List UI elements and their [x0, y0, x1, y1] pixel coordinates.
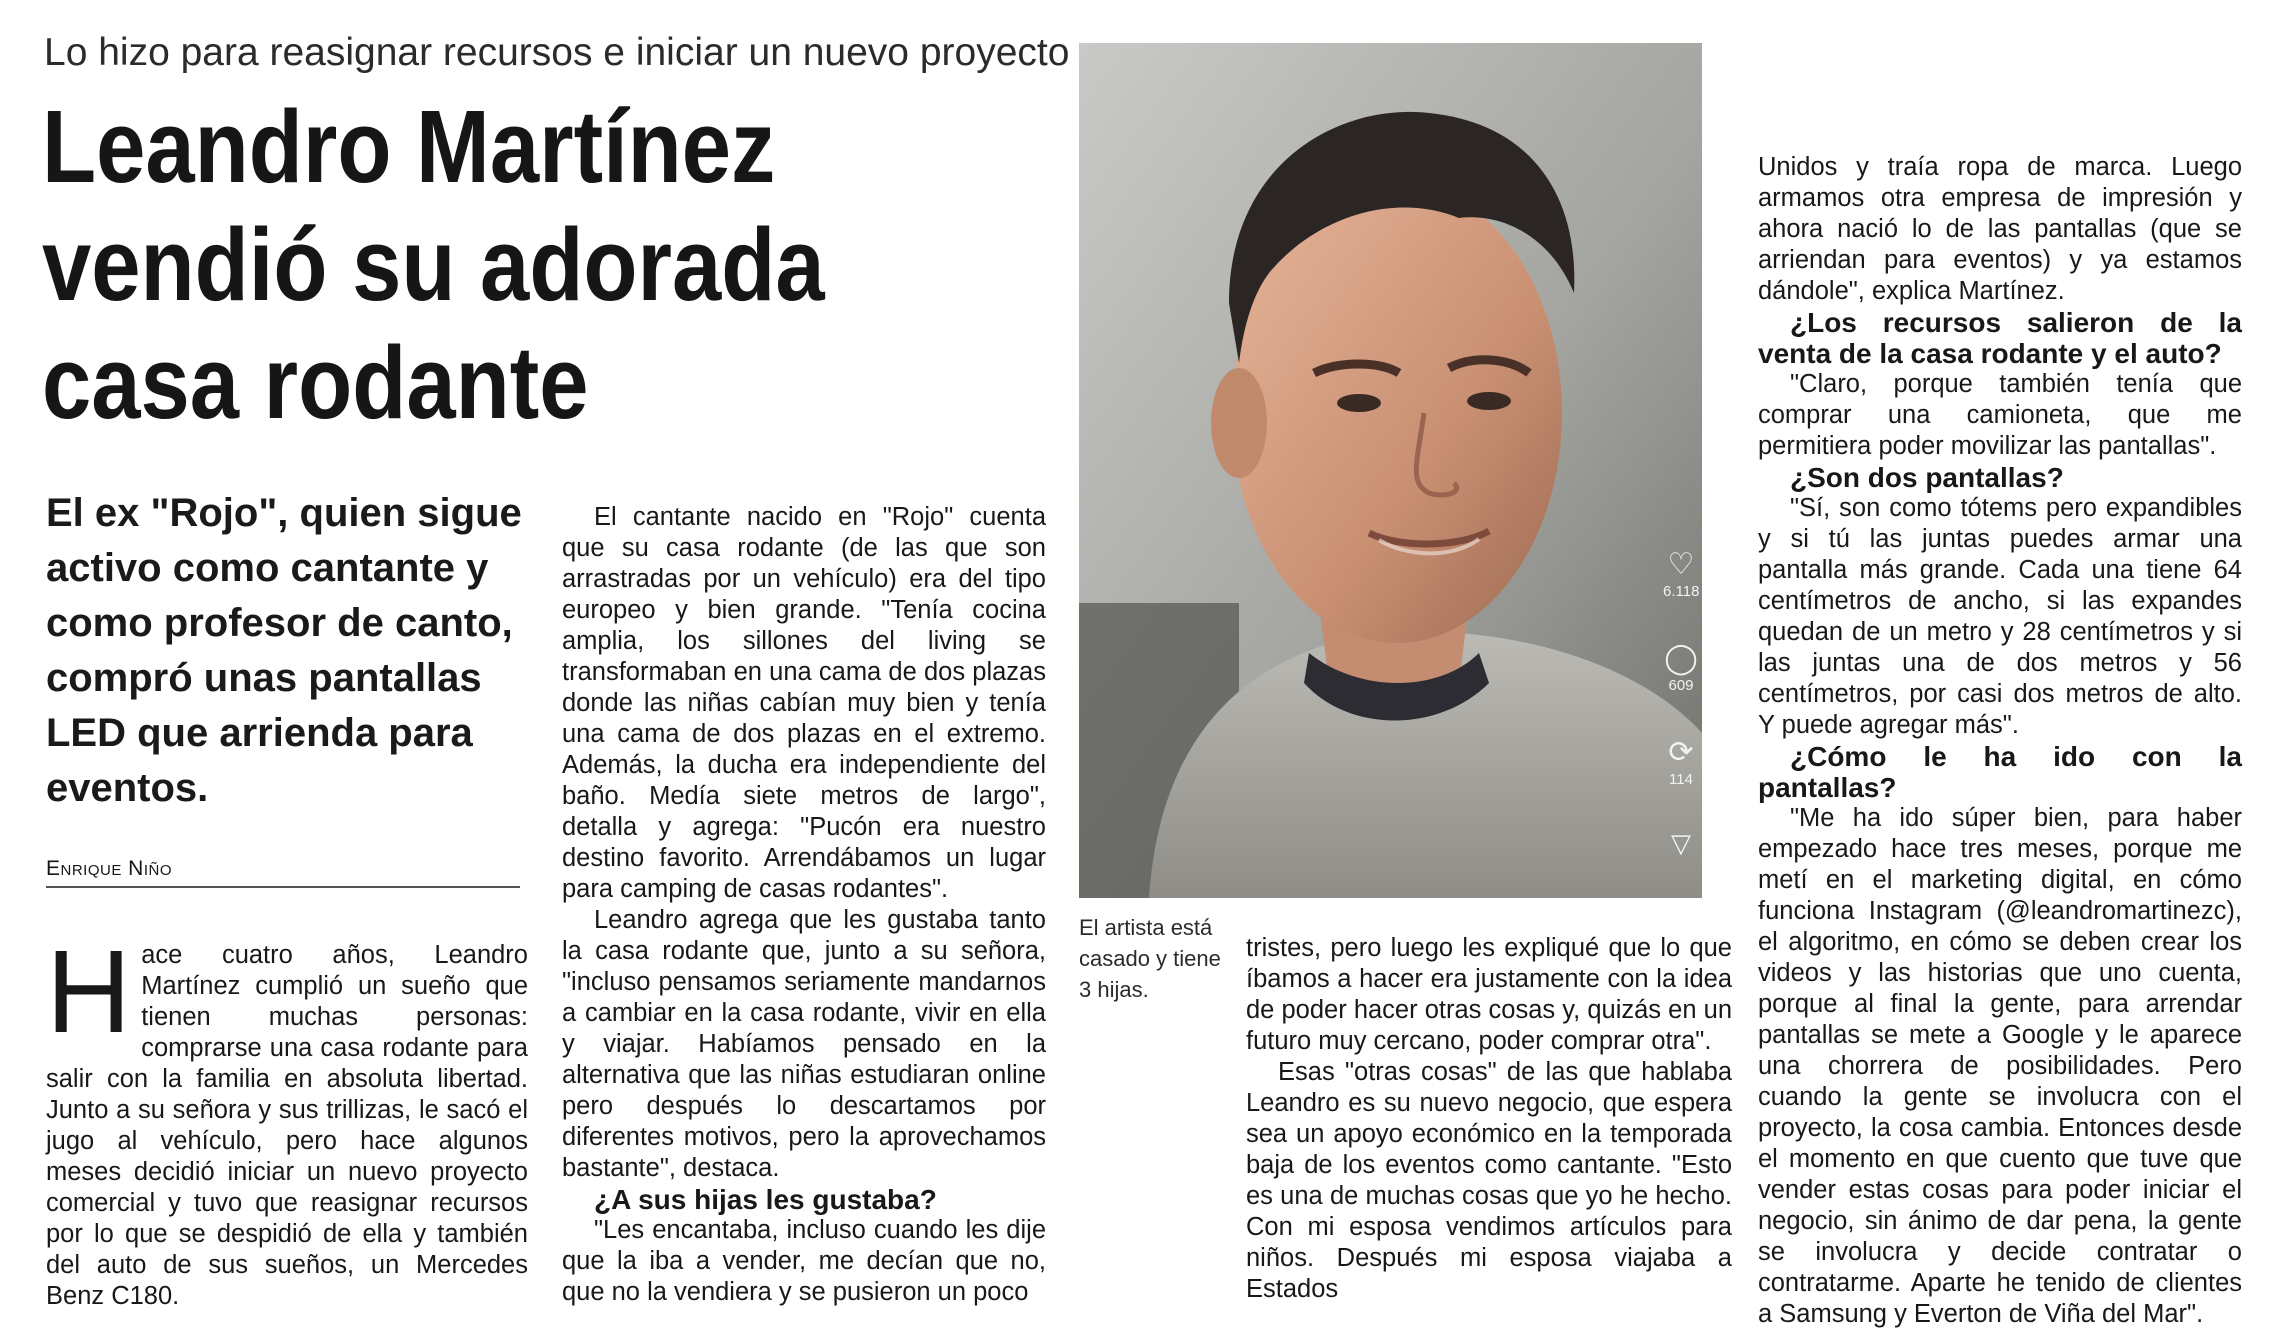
column-1: [46, 926, 528, 1312]
column-3: [1246, 933, 1732, 1305]
deck: El ex "Rojo", quien sigue activo como cantante y como profesor de canto, compró unas pantallas LED que arrienda para eventos.: [46, 491, 522, 810]
question-heading: ¿Son dos pantallas?: [1790, 462, 2064, 493]
headline: [42, 88, 928, 442]
paragraph: "Sí, son como tótems pero expandibles y si tú las juntas puedes armar una pantalla más grande. Cada una tiene 64 centímetros de ancho, si las expandes quedan de un metro y 28 centímetros y si las juntas una de dos metros y 56 centímetros, por casi dos metros de alto. Y puede agregar más".: [1758, 494, 2242, 739]
paragraph: Leandro agrega que les gustaba tanto la casa rodante que, junto a su señora, "incluso pensamos seriamente mandarnos a cambiar en la casa rodante, vivir en ella y viajar. Habíamos pensado en la alternativa que las niñas estudiaran online pero después lo descartamos por diferentes motivos, pero la aprovechamos bastante", destaca.: [562, 906, 1046, 1182]
headline-line-3: casa rodante: [42, 325, 589, 440]
question-heading: ¿Los recursos salieron de la venta de la casa rodante y el auto?: [1758, 307, 2242, 369]
column-4: [1758, 152, 2242, 1330]
question-heading: ¿Cómo le ha ido con la pantallas?: [1758, 741, 2242, 803]
likes-count: 6.118: [1663, 583, 1700, 600]
paragraph: "Les encantaba, incluso cuando les dije que la iba a vender, me decían que no, que no la vendiera y se pusieron un poco: [562, 1216, 1046, 1306]
comment-icon: ◯: [1664, 642, 1698, 675]
paragraph: ace cuatro años, Leandro Martínez cumplió un sueño que tienen muchas personas: comprarse una casa rodante para salir con la familia en absoluta libertad. Junto a su señora y sus trillizas, le sacó el jugo al vehículo, pero hace algunos meses decidió iniciar un nuevo proyecto comercial y tuvo que reasignar recursos por lo que se despidió de ella y también del auto de sus sueños, un Mercedes Benz C180.: [46, 941, 528, 1310]
headline-line-2: vendió su adorada: [42, 207, 825, 322]
paragraph: Unidos y traía ropa de marca. Luego armamos otra empresa de impresión y ahora nació lo de las pantallas (que se arriendan para eventos) y ya estamos dándole", explica Martínez.: [1758, 153, 2242, 305]
question-heading: ¿A sus hijas les gustaba?: [594, 1184, 937, 1215]
photo-caption: El artista está casado y tiene 3 hijas.: [1079, 915, 1221, 1002]
paragraph: "Claro, porque también tenía que comprar una camioneta, que me permitiera poder movilizar las pantallas".: [1758, 370, 2242, 460]
kicker: Lo hizo para reasignar recursos e iniciar un nuevo proyecto: [44, 31, 1070, 74]
comments-count: 609: [1668, 677, 1694, 694]
paragraph: El cantante nacido en "Rojo" cuenta que su casa rodante (de las que son arrastradas por un vehículo) era del tipo europeo y bien grande. "Tenía cocina amplia, los sillones del living se transformaban en una cama de dos plazas donde las niñas cabían muy bien y tenía una cama de dos plazas en el extremo. Además, la ducha era independiente del baño. Medía siete metros de largo", detalla y agrega: "Pucón era nuestro destino favorito. Arrendábamos un lugar para camping de casas rodantes".: [562, 503, 1046, 903]
column-2: [562, 502, 1046, 1308]
shares-count: 114: [1669, 771, 1693, 788]
byline: Enrique Niño: [46, 856, 520, 888]
paragraph: Esas "otras cosas" de las que hablaba Leandro es su nuevo negocio, que espera sea un apoyo económico en la temporada baja de los eventos como cantante. "Esto es una de muchas cosas que yo he hecho. Con mi esposa vendimos artículos para niños. Después mi esposa viajaba a Estados: [1246, 1058, 1732, 1303]
paragraph: tristes, pero luego les expliqué que lo que íbamos a hacer era justamente con la idea de poder hacer otras cosas y, quizás en un futuro muy cercano, poder comprar otra".: [1246, 934, 1732, 1055]
heart-icon: ♡: [1667, 548, 1695, 581]
headline-line-1: Leandro Martínez: [42, 89, 776, 204]
portrait-photo: [1079, 43, 1702, 898]
paragraph: "Me ha ido súper bien, para haber empezado hace tres meses, porque me metí en el marketing digital, en cómo funciona Instagram (@leandromartinezc), el algoritmo, en cómo se deben crear los videos y las historias que uno cuenta, porque al final la gente, para arrendar pantallas se mete a Google y le aparece una chorrera de posibilidades. Pero cuando la gente se involucra con el proyecto, la cosa cambia. Entonces desde el momento en que cuento que tuve que vender estas cosas para poder iniciar el negocio, sin ánimo de dar pena, la gente se involucra y decide contratar o contratarme. Aparte he tenido de clientes a Samsung y Everton de Viña del Mar".: [1758, 804, 2242, 1328]
drop-cap: H: [46, 926, 132, 1058]
instagram-overlay: [1663, 548, 1699, 858]
portrait-illustration: [1079, 43, 1702, 898]
share-icon: ⟳: [1668, 736, 1694, 769]
send-icon: ▽: [1671, 828, 1691, 858]
